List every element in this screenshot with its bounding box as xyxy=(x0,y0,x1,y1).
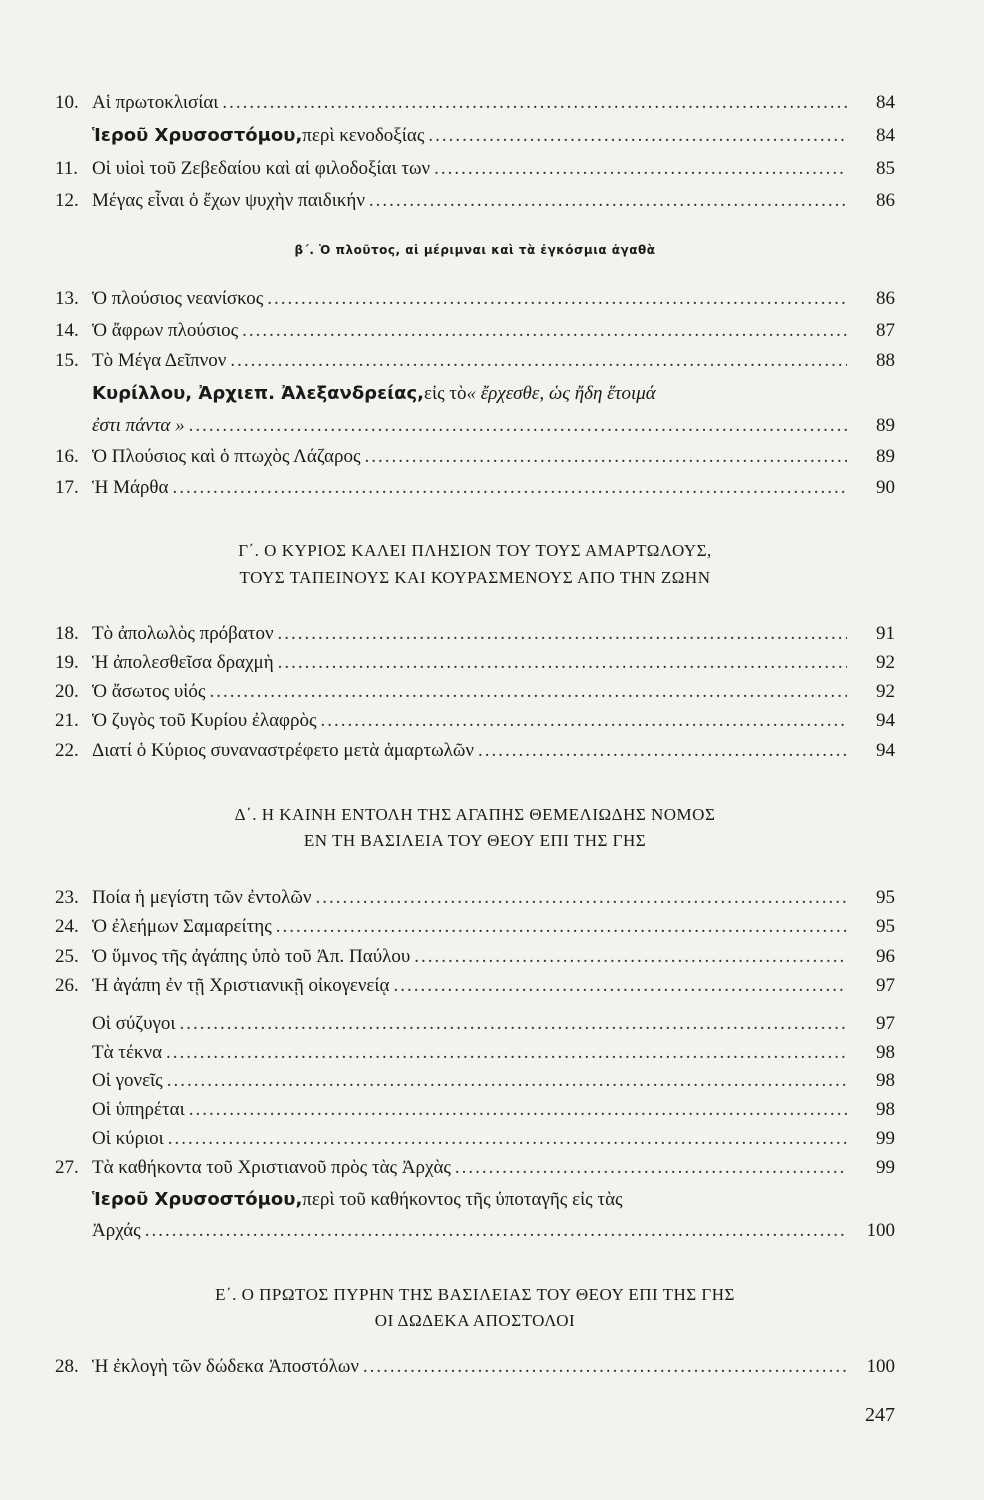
toc-entry-17 xyxy=(55,473,895,503)
leader-dots xyxy=(172,473,847,503)
leader-dots xyxy=(369,186,847,216)
leader-dots xyxy=(189,1095,847,1125)
entry-title: Ἡ ἀγάπη ἐν τῇ Χριστιανικῇ οἰκογενείᾳ xyxy=(92,975,390,996)
entry-number: 24. xyxy=(55,916,79,937)
entry-title: Ἡ ἐκλογὴ τῶν δώδεκα Ἀποστόλων xyxy=(92,1356,359,1377)
leader-dots xyxy=(189,411,847,441)
leader-dots xyxy=(230,346,847,376)
toc-subentry-goneis xyxy=(55,1066,895,1096)
entry-quote: ἐστι πάντα » xyxy=(92,415,185,436)
entry-number: 21. xyxy=(55,710,79,731)
leader-dots xyxy=(434,154,847,184)
entry-title: περὶ κενοδοξίας xyxy=(302,125,425,146)
entry-title: Ὁ ἐλεήμων Σαμαρείτης xyxy=(92,916,272,937)
entry-title: Ὁ πλούσιος νεανίσκος xyxy=(92,288,264,309)
entry-title: Οἱ σύζυγοι xyxy=(92,1013,176,1034)
entry-number: 26. xyxy=(55,975,79,996)
entry-title: Οἱ γονεῖς xyxy=(92,1070,163,1091)
toc-entry-chrysostom-authorities-continued xyxy=(55,1216,895,1246)
entry-number: 23. xyxy=(55,887,79,908)
entry-title: Τὸ Μέγα Δεῖπνον xyxy=(92,350,227,371)
entry-number: 16. xyxy=(55,446,79,467)
entry-title: Μέγας εἶναι ὁ ἔχων ψυχὴν παιδικήν xyxy=(92,190,365,211)
entry-number: 11. xyxy=(55,158,79,179)
toc-subentry-syzygoi xyxy=(55,1009,895,1039)
toc-entry-20 xyxy=(55,677,895,707)
entry-page: 95 xyxy=(876,887,895,908)
entry-page: 97 xyxy=(876,1013,895,1034)
entry-number: 25. xyxy=(55,946,79,967)
toc-entry-26 xyxy=(55,971,895,1001)
entry-title: Ἡ ἀπολεσθεῖσα δραχμὴ xyxy=(92,652,274,673)
entry-title: Τὸ ἀπολωλὸς πρόβατον xyxy=(92,623,274,644)
entry-page: 84 xyxy=(876,125,895,146)
entry-number: 22. xyxy=(55,740,79,761)
entry-title: Οἱ ὑπηρέται xyxy=(92,1099,185,1120)
entry-page: 86 xyxy=(876,288,895,309)
entry-page: 100 xyxy=(866,1356,895,1377)
entry-number: 28. xyxy=(55,1356,79,1377)
toc-subentry-tekna xyxy=(55,1038,895,1068)
toc-entry-15 xyxy=(55,346,895,376)
leader-dots xyxy=(321,706,847,736)
entry-number: 14. xyxy=(55,320,79,341)
entry-title: Οἱ κύριοι xyxy=(92,1128,164,1149)
toc-entry-16 xyxy=(55,442,895,472)
toc-entry-25 xyxy=(55,942,895,972)
toc-entry-21 xyxy=(55,706,895,736)
toc-entry-12 xyxy=(55,186,895,216)
section-heading-epsilon-line2: ΟΙ ΔΩΔΕΚΑ ΑΠΟΣΤΟΛΟΙ xyxy=(374,1311,576,1330)
leader-dots xyxy=(276,912,847,942)
toc-entry-14 xyxy=(55,316,895,346)
entry-page: 88 xyxy=(876,350,895,371)
entry-number: 18. xyxy=(55,623,79,644)
entry-number: 17. xyxy=(55,477,79,498)
leader-dots xyxy=(166,1038,847,1068)
toc-entry-18 xyxy=(55,619,895,649)
leader-dots xyxy=(365,442,848,472)
leader-dots xyxy=(278,619,847,649)
entry-title: Ἡ Μάρθα xyxy=(92,477,169,498)
entry-title: Ὁ ἄφρων πλούσιος xyxy=(92,320,239,341)
entry-page: 98 xyxy=(876,1042,895,1063)
entry-page: 94 xyxy=(876,710,895,731)
entry-page: 95 xyxy=(876,916,895,937)
toc-entry-13 xyxy=(55,284,895,314)
entry-title: περὶ τοῦ καθήκοντος τῆς ὑποταγῆς εἰς τὰς xyxy=(302,1189,623,1210)
author-name: Ἱεροῦ Χρυσοστόμου, xyxy=(92,125,303,146)
leader-dots xyxy=(168,1124,847,1154)
toc-entry-28 xyxy=(55,1352,895,1382)
leader-dots xyxy=(428,121,847,151)
entry-title: Τὰ τέκνα xyxy=(92,1042,163,1063)
leader-dots xyxy=(478,736,847,766)
entry-title: Ἀρχάς xyxy=(92,1220,141,1241)
section-heading-beta: β΄. Ὁ πλοῦτος, αἱ μέριμναι καὶ τὰ ἐγκόσμια ἀγαθὰ xyxy=(294,243,656,257)
entry-title: Διατί ὁ Κύριος συναναστρέφετο μετὰ ἁμαρτωλῶν xyxy=(92,740,474,761)
leader-dots xyxy=(209,677,847,707)
entry-page: 96 xyxy=(876,946,895,967)
entry-page: 92 xyxy=(876,652,895,673)
entry-title: Οἱ υἱοὶ τοῦ Ζεβεδαίου καὶ αἱ φιλοδοξίαι των xyxy=(92,158,431,179)
toc-subentry-kyrioi xyxy=(55,1124,895,1154)
toc-entry-24 xyxy=(55,912,895,942)
leader-dots xyxy=(267,284,847,314)
entry-number: 20. xyxy=(55,681,79,702)
entry-title: Ὁ ἄσωτος υἱός xyxy=(92,681,206,702)
entry-page: 85 xyxy=(876,158,895,179)
entry-number: 10. xyxy=(55,92,79,113)
entry-number: 13. xyxy=(55,288,79,309)
entry-page: 91 xyxy=(876,623,895,644)
leader-dots xyxy=(414,942,847,972)
entry-page: 89 xyxy=(876,446,895,467)
entry-title: Τὰ καθήκοντα τοῦ Χριστιανοῦ πρὸς τὰς Ἀρχὰς xyxy=(92,1157,451,1178)
toc-subentry-yperetai xyxy=(55,1095,895,1125)
section-heading-delta-line1: Δ΄. Η ΚΑΙΝΗ ΕΝΤΟΛΗ ΤΗΣ ΑΓΑΠΗΣ ΘΕΜΕΛΙΩΔΗΣ ΝΟΜΟΣ xyxy=(234,805,716,824)
entry-title: Ποία ἡ μεγίστη τῶν ἐντολῶν xyxy=(92,887,312,908)
entry-page: 99 xyxy=(876,1157,895,1178)
entry-title: Ὁ ζυγὸς τοῦ Κυρίου ἐλαφρὸς xyxy=(92,710,317,731)
entry-page: 99 xyxy=(876,1128,895,1149)
toc-entry-10 xyxy=(55,88,895,118)
leader-dots xyxy=(315,883,847,913)
entry-title: Αἱ πρωτοκλισίαι xyxy=(92,92,219,113)
leader-dots xyxy=(145,1216,847,1246)
leader-dots xyxy=(180,1009,847,1039)
author-name: Κυρίλλου, Ἀρχιεπ. Ἀλεξανδρείας, xyxy=(92,383,424,404)
toc-entry-11 xyxy=(55,154,895,184)
entry-number: 27. xyxy=(55,1157,79,1178)
entry-title: εἰς τὸ xyxy=(423,383,467,404)
page-number: 247 xyxy=(865,1404,895,1426)
entry-number: 19. xyxy=(55,652,79,673)
leader-dots xyxy=(393,971,847,1001)
toc-entry-23 xyxy=(55,883,895,913)
toc-entry-cyril-continued xyxy=(55,411,895,441)
author-name: Ἱεροῦ Χρυσοστόμου, xyxy=(92,1189,303,1210)
toc-entry-cyril xyxy=(55,379,895,409)
leader-dots xyxy=(278,648,847,678)
toc-entry-chrysostom-authorities xyxy=(55,1185,895,1215)
leader-dots xyxy=(222,88,847,118)
entry-number: 12. xyxy=(55,190,79,211)
entry-page: 90 xyxy=(876,477,895,498)
section-heading-epsilon-line1: Ε΄. Ο ΠΡΩΤΟΣ ΠΥΡΗΝ ΤΗΣ ΒΑΣΙΛΕΙΑΣ ΤΟΥ ΘΕΟΥ ΕΠΙ ΤΗΣ ΓΗΣ xyxy=(215,1285,735,1304)
leader-dots xyxy=(455,1153,847,1183)
entry-page: 98 xyxy=(876,1070,895,1091)
entry-page: 92 xyxy=(876,681,895,702)
entry-page: 97 xyxy=(876,975,895,996)
toc-entry-chrysostom-vainglory xyxy=(55,121,895,151)
section-heading-gamma-line1: Γ΄. Ο ΚΥΡΙΟΣ ΚΑΛΕΙ ΠΛΗΣΙΟΝ ΤΟΥ ΤΟΥΣ ΑΜΑΡΤΩΛΟΥΣ, xyxy=(238,541,712,560)
entry-page: 84 xyxy=(876,92,895,113)
section-heading-delta-line2: ΕΝ ΤΗ ΒΑΣΙΛΕΙΑ ΤΟΥ ΘΕΟΥ ΕΠΙ ΤΗΣ ΓΗΣ xyxy=(303,831,647,850)
entry-page: 89 xyxy=(876,415,895,436)
leader-dots xyxy=(363,1352,847,1382)
section-heading-gamma-line2: ΤΟΥΣ ΤΑΠΕΙΝΟΥΣ ΚΑΙ ΚΟΥΡΑΣΜΕΝΟΥΣ ΑΠΟ ΤΗΝ ΖΩΗΝ xyxy=(239,568,711,587)
entry-page: 94 xyxy=(876,740,895,761)
entry-quote: « ἔρχεσθε, ὡς ἤδη ἕτοιμά xyxy=(466,383,656,404)
entry-page: 87 xyxy=(876,320,895,341)
entry-number: 15. xyxy=(55,350,79,371)
entry-page: 86 xyxy=(876,190,895,211)
toc-entry-22 xyxy=(55,736,895,766)
toc-entry-27 xyxy=(55,1153,895,1183)
entry-title: Ὁ ὕμνος τῆς ἀγάπης ὑπὸ τοῦ Ἀπ. Παύλου xyxy=(92,946,411,967)
entry-page: 100 xyxy=(866,1220,895,1241)
entry-page: 98 xyxy=(876,1099,895,1120)
leader-dots xyxy=(242,316,847,346)
leader-dots xyxy=(167,1066,847,1096)
toc-entry-19 xyxy=(55,648,895,678)
entry-title: Ὁ Πλούσιος καὶ ὁ πτωχὸς Λάζαρος xyxy=(92,446,361,467)
